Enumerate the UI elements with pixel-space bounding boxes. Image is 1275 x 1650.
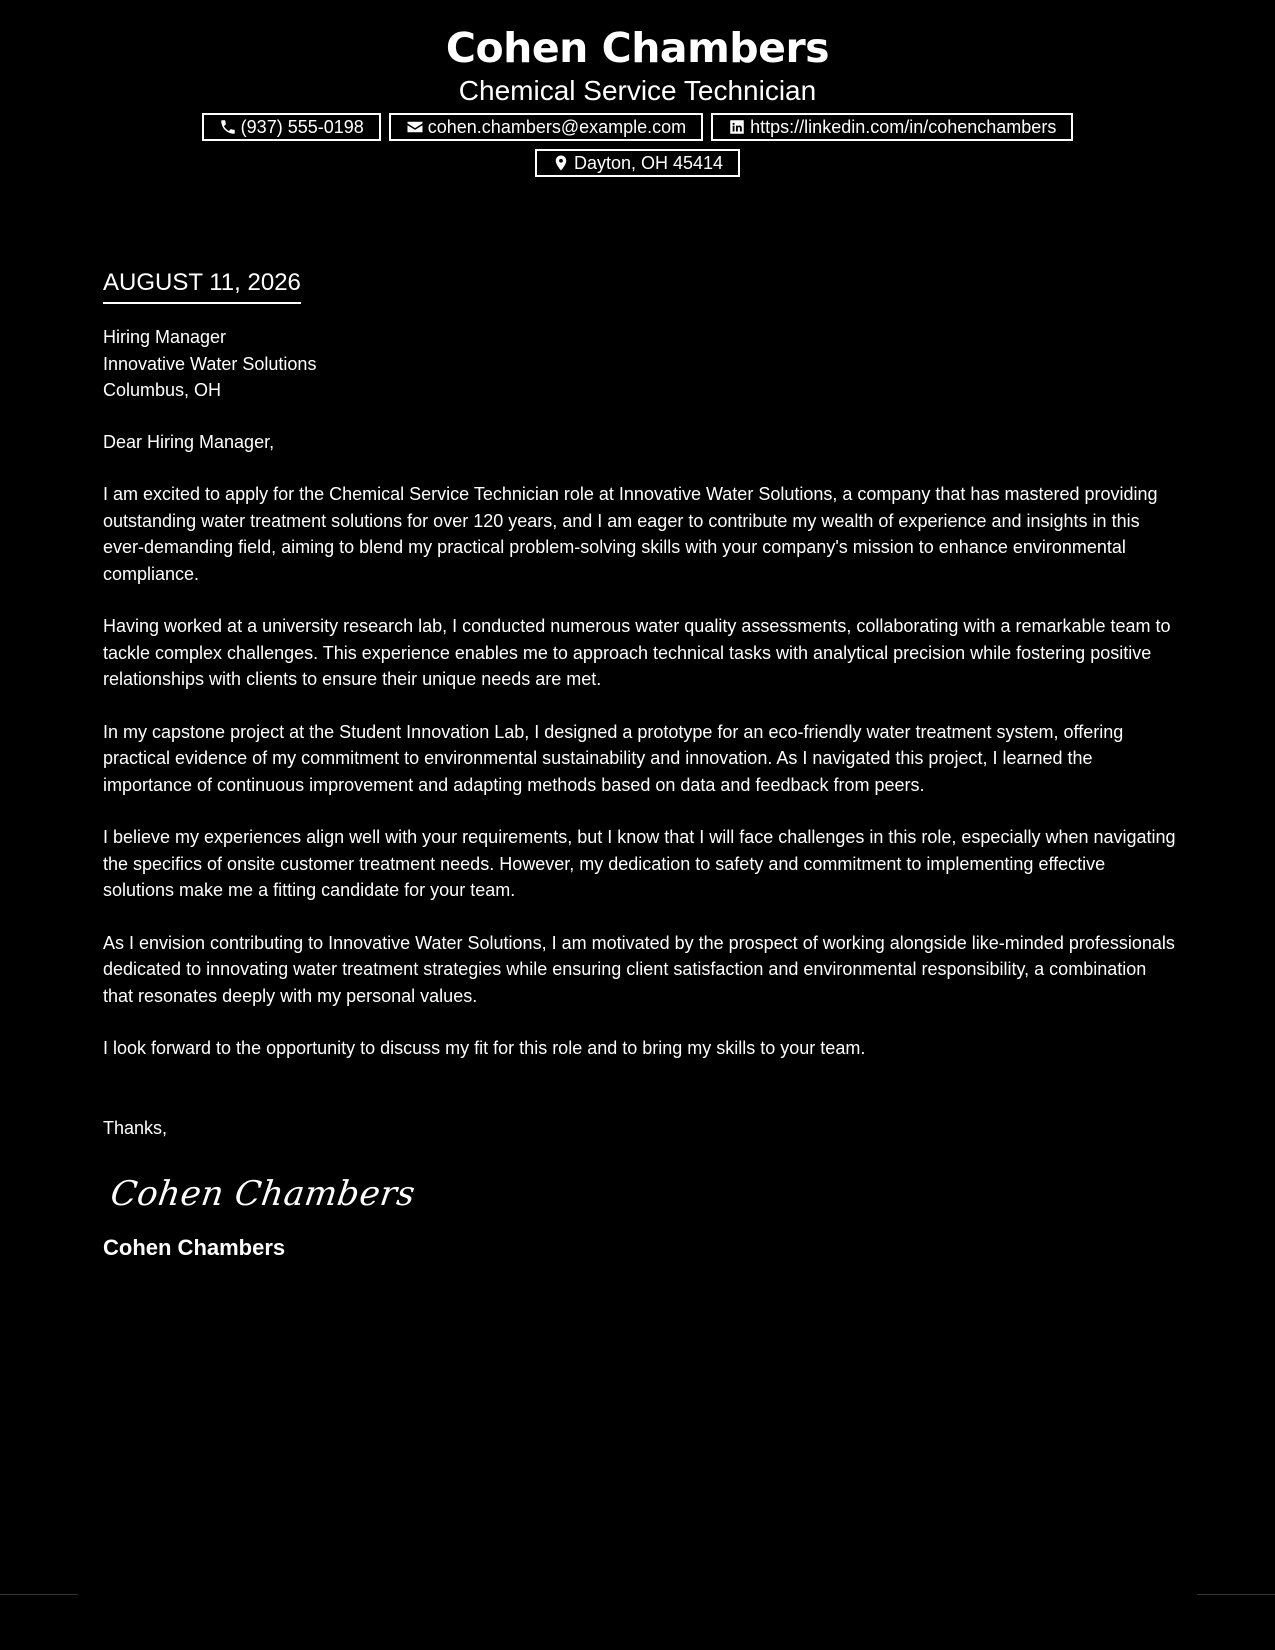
applicant-name: Cohen Chambers [445, 24, 830, 72]
map-pin-icon [552, 154, 570, 172]
signature-text: Cohen Chambers [108, 1174, 418, 1214]
email-text: cohen.chambers@example.com [427, 116, 687, 137]
location-contact [535, 149, 740, 177]
body-paragraph: In my capstone project at the Student Innovation Lab, I designed a prototype for an eco-friendly water treatment system, offering practical evidence of my commitment to environmental sustainability and innovation. As I navigated this project, I learned the importance of continuous improvement and adapting methods based on data and feedback from peers. [103, 721, 1124, 795]
linkedin-contact[interactable] [711, 113, 1073, 141]
signer-name: Cohen Chambers [103, 1235, 286, 1260]
location-text: Dayton, OH 45414 [573, 152, 724, 173]
recipient-company: Innovative Water Solutions [103, 353, 317, 374]
email-contact[interactable] [389, 113, 703, 141]
contact-row-2 [0, 149, 1275, 177]
recipient-name: Hiring Manager [103, 327, 227, 347]
recipient-location: Columbus, OH [103, 380, 222, 400]
body-paragraph: I am excited to apply for the Chemical Service Technician role at Innovative Water Solutions, a company that has mastered providing outstanding water treatment solutions for over 120 years, and I am eager to contribute my wealth of experience and insights in this ever-demanding field, aiming to blend my practical problem-solving skills with your company's mission to enhance environmental compliance. [103, 484, 1158, 584]
footer-divider-left [0, 1594, 78, 1595]
body-paragraph: As I envision contributing to Innovative Water Solutions, I am motivated by the prospect of working alongside like-minded professionals dedicated to innovating water treatment strategies while ensuring client satisfaction and environmental responsibility, a combination that resonates deeply with my personal values. [103, 932, 1175, 1006]
letterhead [0, 22, 1275, 185]
contact-row-1 [0, 113, 1275, 141]
handwritten-signature [108, 1165, 418, 1219]
greeting: Dear Hiring Manager, [103, 431, 275, 452]
linkedin-text: https://linkedin.com/in/cohenchambers [750, 116, 1057, 137]
closing: Thanks, [103, 1117, 168, 1138]
phone-contact[interactable] [202, 113, 381, 141]
body-paragraph: Having worked at a university research lab, I conducted numerous water quality assessments, collaborating with a remarkable team to tackle complex challenges. This experience enables me to approach technical tasks with analytical precision while fostering positive relationships with clients to ensure their unique needs are met. [103, 616, 1171, 689]
envelope-icon [406, 118, 424, 136]
footer-divider-right [1197, 1594, 1275, 1595]
phone-text: (937) 555-0198 [240, 116, 364, 137]
linkedin-icon [728, 118, 746, 136]
body-paragraph: I look forward to the opportunity to discuss my fit for this role and to bring my skills to your team. [103, 1038, 866, 1058]
recipient-block [103, 324, 1178, 404]
job-title: Chemical Service Technician [458, 75, 817, 106]
body-paragraph: I believe my experiences align well with your requirements, but I know that I will face challenges in this role, especially when navigating the specifics of onsite customer treatment needs. However, my dedication to safety and commitment to implementing effective solutions make me a fitting candidate for your team. [103, 827, 1176, 900]
phone-icon [219, 118, 237, 136]
letter-date: AUGUST 11, 2026 [103, 266, 301, 304]
letter-body [103, 266, 1178, 1263]
